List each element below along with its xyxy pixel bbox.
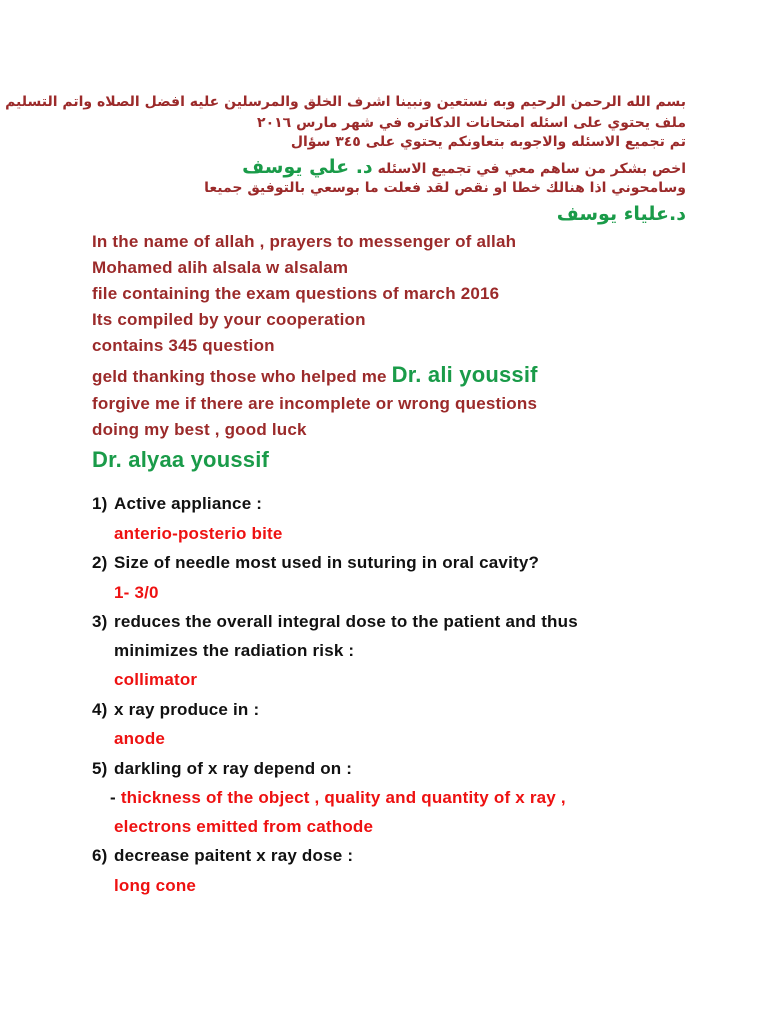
answer-5-text: thickness of the object , quality and quantity of x ray , [120,788,566,807]
arabic-line-1: بسم الله الرحمن الرحيم وبه نستعين ونبينا اشرف الخلق والمرسلين عليه افضل الصلاه واتم التسليم [5,94,686,110]
question-1 [92,494,262,514]
question-text: decrease paitent x ray dose : [114,846,354,865]
arabic-line-4-text: اخص بشكر من ساهم معي في تجميع الاسئله [377,161,686,177]
answer-4: anode [114,729,166,748]
question-number: 2) [92,553,108,572]
arabic-line-4-name: د. علي يوسف [242,156,373,178]
english-line-1: In the name of allah , prayers to messenger of allah [92,232,517,251]
question-number: 4) [92,700,108,719]
english-line-4: Its compiled by your cooperation [92,310,366,329]
arabic-line-2: ملف يحتوي على اسئله امتحانات الدكاتره في شهر مارس ٢٠١٦ [257,115,686,131]
answer-1: anterio-posterio bite [114,524,283,543]
answer-5 [110,788,566,808]
question-text: darkling of x ray depend on : [114,759,353,778]
arabic-author-name: د.علياء يوسف [556,203,686,225]
question-text: reduces the overall integral dose to the patient and thus [114,612,578,631]
question-number: 1) [92,494,108,513]
question-3 [92,612,578,632]
question-text: Active appliance : [114,494,263,513]
question-6 [92,846,353,866]
question-text: Size of needle most used in suturing in oral cavity? [114,553,540,572]
english-line-2: Mohamed alih alsala w alsalam [92,258,349,277]
english-line-3: file containing the exam questions of march 2016 [92,284,500,303]
english-line-7: forgive me if there are incomplete or wrong questions [92,394,538,413]
question-4 [92,700,259,720]
english-author-name: Dr. alyaa youssif [92,447,270,472]
answer-3: collimator [114,670,198,689]
question-number: 5) [92,759,108,778]
question-3-continued: minimizes the radiation risk : [114,641,355,660]
question-2 [92,553,539,573]
english-line-8: doing my best , good luck [92,420,307,439]
answer-2: 1- 3/0 [114,583,159,602]
answer-6: long cone [114,876,197,895]
english-line-6 [92,362,538,388]
question-text: x ray produce in : [114,700,260,719]
english-line-5: contains 345 question [92,336,275,355]
arabic-line-4 [242,156,686,178]
answer-5-continued: electrons emitted from cathode [114,817,374,836]
english-line-6-name: Dr. ali youssif [391,362,538,387]
arabic-line-3: تم تجميع الاسئله والاجوبه بتعاونكم يحتوي على ٣٤٥ سؤال [290,134,686,150]
question-5 [92,759,352,779]
english-line-6-text: geld thanking those who helped me [92,367,387,386]
question-number: 6) [92,846,108,865]
arabic-line-5: وسامحوني اذا هنالك خطا او نقص لقد فعلت ما بوسعي بالتوفيق جميعا [204,180,686,196]
answer-dash: - [110,788,116,807]
question-number: 3) [92,612,108,631]
